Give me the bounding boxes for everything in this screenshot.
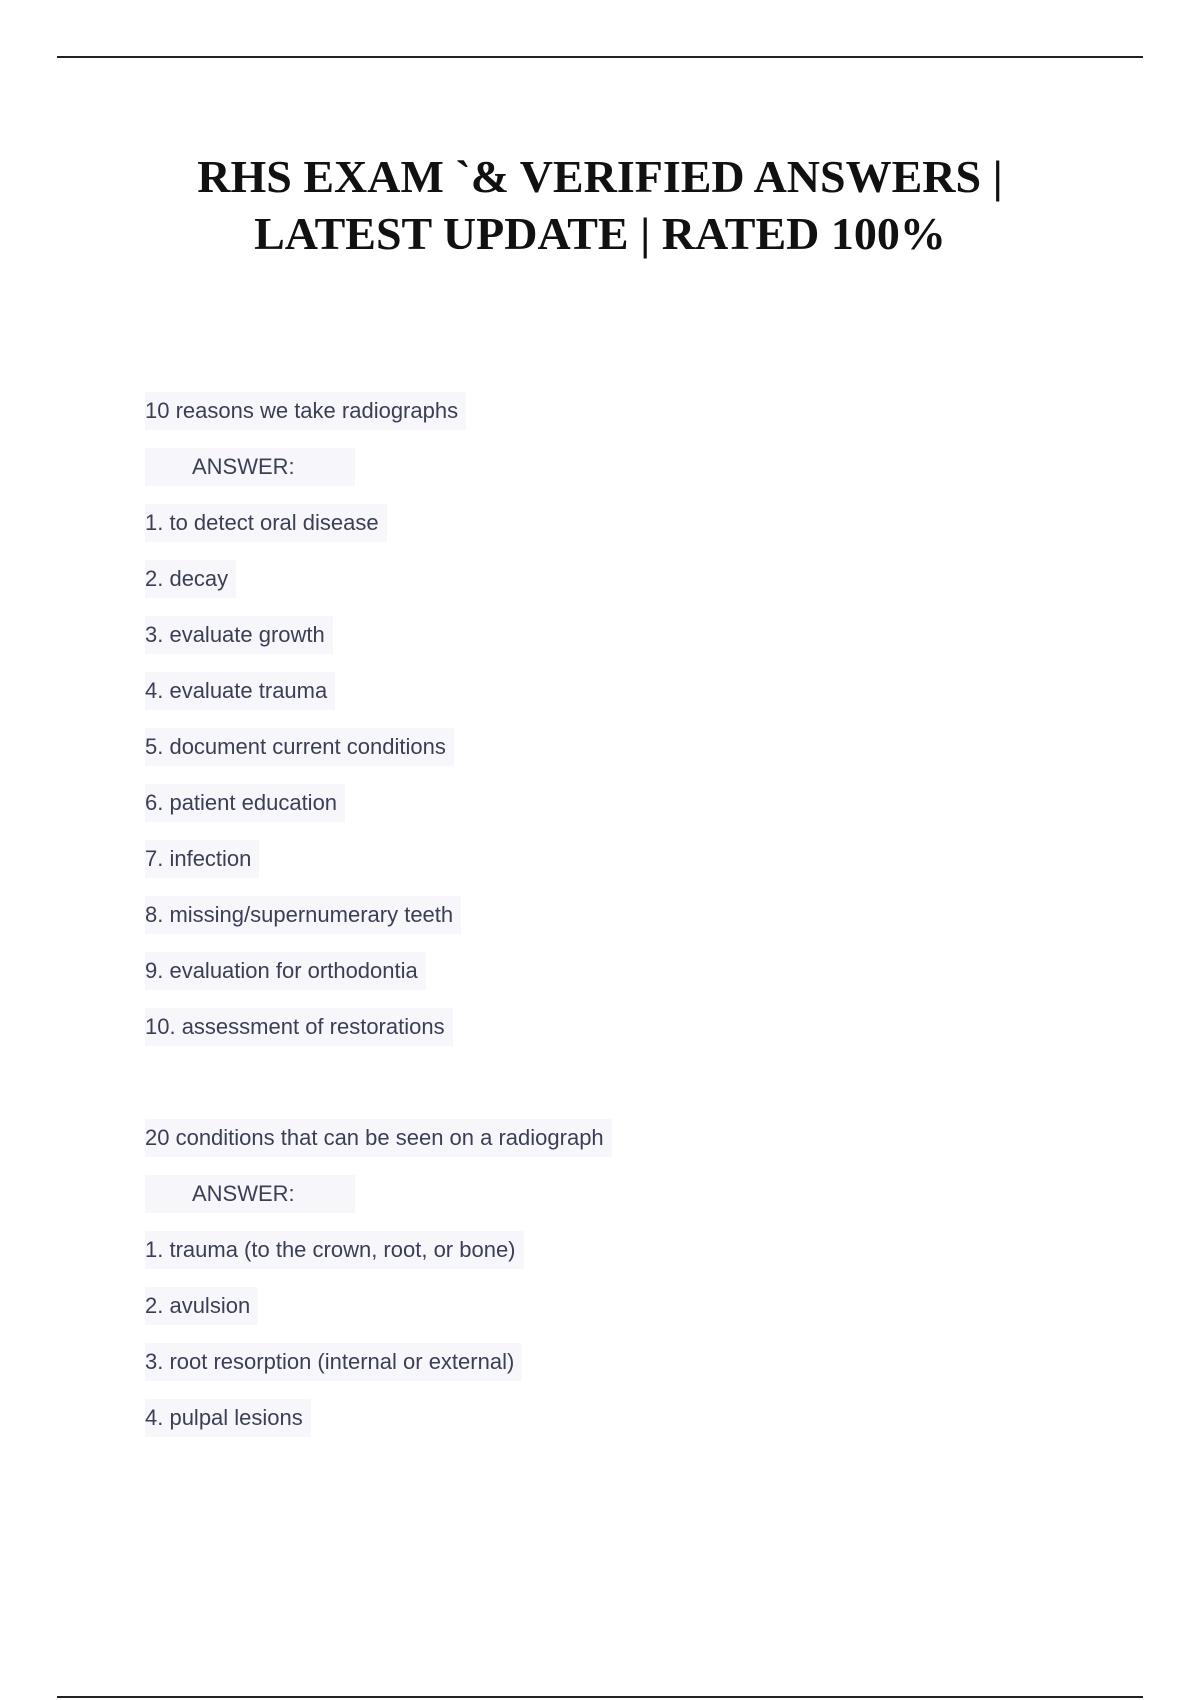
question-block-2 xyxy=(145,1119,1045,1455)
title-line-2: LATEST UPDATE | RATED 100% xyxy=(254,208,946,259)
bottom-rule xyxy=(57,1696,1143,1698)
question-text: 20 conditions that can be seen on a radiograph xyxy=(145,1119,1045,1175)
answer-item: 3. root resorption (internal or external) xyxy=(145,1343,1045,1399)
answer-item: 4. evaluate trauma xyxy=(145,672,1045,728)
document-title xyxy=(100,148,1100,262)
question-text: 10 reasons we take radiographs xyxy=(145,392,1045,448)
document-body xyxy=(145,392,1045,1455)
answer-item: 7. infection xyxy=(145,840,1045,896)
answer-item: 1. trauma (to the crown, root, or bone) xyxy=(145,1231,1045,1287)
question-block-1 xyxy=(145,392,1045,1064)
answer-item: 6. patient education xyxy=(145,784,1045,840)
top-rule xyxy=(57,56,1143,58)
answer-item: 2. avulsion xyxy=(145,1287,1045,1343)
answer-item: 5. document current conditions xyxy=(145,728,1045,784)
answer-item: 9. evaluation for orthodontia xyxy=(145,952,1045,1008)
answer-label: ANSWER: xyxy=(145,1175,1045,1231)
answer-item: 4. pulpal lesions xyxy=(145,1399,1045,1455)
answer-label: ANSWER: xyxy=(145,448,1045,504)
answer-item: 3. evaluate growth xyxy=(145,616,1045,672)
answer-item: 8. missing/supernumerary teeth xyxy=(145,896,1045,952)
title-line-1: RHS EXAM `& VERIFIED ANSWERS | xyxy=(197,151,1003,202)
answer-item: 2. decay xyxy=(145,560,1045,616)
answer-item: 1. to detect oral disease xyxy=(145,504,1045,560)
answer-item: 10. assessment of restorations xyxy=(145,1008,1045,1064)
